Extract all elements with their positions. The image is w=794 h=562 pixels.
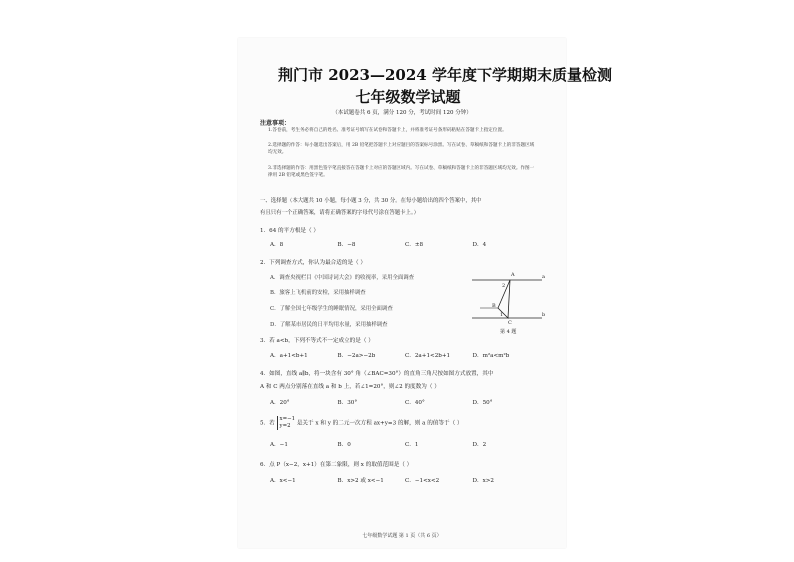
figure-caption: 第 4 题 (500, 329, 517, 335)
option: A．调查央视栏目《中国诗词大会》的收视率，采用全面调查 (270, 275, 415, 281)
section-heading-2: 有且只有一个正确答案，请将正确答案的字母代号涂在答题卡上。） (260, 210, 420, 216)
question-5-options (270, 440, 540, 448)
exam-title: 荆门市 2023—2024 学年度下学期期末质量检测 (278, 66, 612, 84)
question-3-options (270, 351, 540, 359)
option: D．4 (472, 242, 487, 248)
option: B．30° (337, 400, 358, 406)
question-6-stem: 6．点 P（x−2，x+1）在第二象限，则 x 的取值范围是（ ） (260, 462, 413, 468)
option: D．了解某市居民的日平均用水量，采用抽样调查 (270, 322, 388, 328)
option: A．a+1<b+1 (270, 353, 308, 359)
option: B．x>2 或 x<−1 (337, 478, 384, 484)
option: C．1 (405, 442, 419, 448)
option: A．−1 (270, 442, 288, 448)
angle-1-label: 1 (500, 312, 504, 318)
question-5-pre: 5．若 (260, 420, 275, 427)
exam-info: （本试题卷共 6 页，满分 120 分，考试时间 120 分钟） (332, 110, 472, 116)
question-4-options (270, 398, 540, 406)
label-a: a (542, 274, 545, 280)
notice-title: 注意事项： (260, 120, 291, 127)
option: C．±8 (405, 242, 424, 248)
notice-item: 1.答卷前，考生务必将自己的姓名、准考证号填写在试卷和答题卡上，并将准考证号条形码粘贴在答题卡上指定位置。 (268, 128, 507, 133)
point-b-label: B (492, 303, 496, 309)
option: C．−1<x<2 (405, 478, 440, 484)
option: D．x>2 (472, 478, 494, 484)
option: A．20° (270, 400, 290, 406)
notice-item: 2.选择题的作答：每小题选出答案后，用 2B 铅笔把答题卡上对应题目的答案标号涂黑。写在试卷、草稿纸和答题卡上的非答题区域均无效。 (268, 143, 535, 156)
option: B．0 (337, 442, 351, 448)
system-eq-1: x=−1 (279, 416, 296, 422)
question-5-stem (260, 416, 550, 430)
geometry-figure (468, 274, 548, 336)
option: A．8 (270, 242, 284, 248)
option: B．−8 (337, 242, 356, 248)
label-b: b (542, 312, 546, 318)
option: C．了解全国七年级学生的睡眠情况，采用全面调查 (270, 306, 393, 312)
option: C．40° (405, 400, 425, 406)
exam-subtitle: 七年级数学试题 (355, 88, 461, 106)
question-5-post: 是关于 x 和 y 的二元一次方程 ax+y=3 的解，则 a 的值等于（ ） (296, 420, 463, 427)
option: B．旅客上飞机前的安检，采用抽样调查 (270, 290, 366, 296)
option: A．x<−1 (270, 478, 296, 484)
option: D．2 (472, 442, 487, 448)
question-3-stem: 3．若 a<b，下列不等式不一定成立的是（ ） (260, 338, 374, 344)
option: D．50° (472, 400, 493, 406)
exam-page (238, 38, 612, 548)
question-1-stem: 1．64 的平方根是（ ） (260, 228, 319, 234)
point-a-label: A (511, 272, 515, 278)
question-6-options (270, 476, 540, 484)
option: D．m²a<m²b (472, 353, 510, 359)
question-4-stem-line2: A 和 C 两点分别落在直线 a 和 b 上，若∠1=20°，则∠2 的度数为（ ） (260, 384, 440, 390)
option: C．2a+1<2b+1 (405, 353, 451, 359)
question-1-options (270, 240, 540, 248)
option: B．−2a>−2b (337, 353, 376, 359)
section-heading-1: 一、选择题（本大题共 10 小题，每小题 3 分，共 30 分。在每小题给出的四个答案中，其中 (260, 198, 482, 204)
point-c-label: C (508, 320, 512, 326)
angle-2-label: 2 (502, 283, 506, 289)
question-2-stem: 2．下列调查方式，你认为最合适的是（ ） (260, 260, 367, 266)
system-eq-2: y=2 (279, 423, 291, 429)
question-4-stem-line1: 4．如图，直线 a∥b，将一块含有 30° 角（∠BAC=30°）的直角三角尺按如图方式放置，其中 (260, 371, 494, 377)
notice-item: 3.非选择题的作答：用黑色签字笔直接答在答题卡上对应的答题区域内。写在试卷、草稿纸和答题卡上的非答题区域均无效。作图一律用 2B 铅笔或黑色签字笔。 (268, 166, 535, 179)
page-footer: 七年级数学试题 第 1 页（共 6 页） (362, 533, 442, 539)
equation-system (277, 416, 296, 430)
